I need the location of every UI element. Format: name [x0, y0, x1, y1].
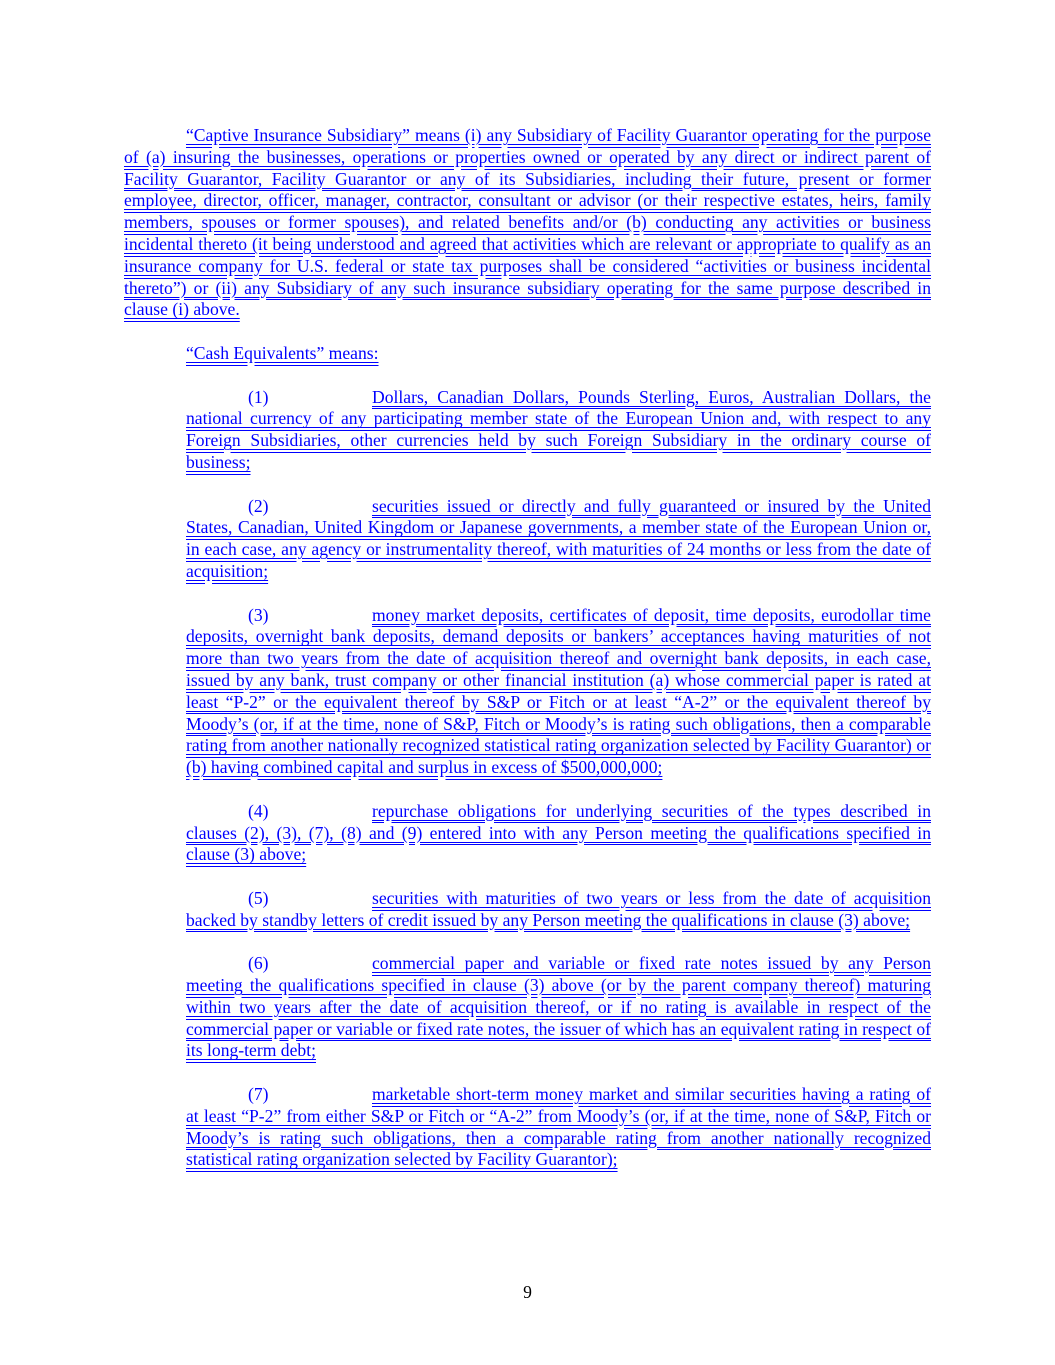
clause-number: (3) — [248, 604, 269, 625]
clause-text: repurchase obligations for underlying securities of the types described in clauses (2), (3), (7), (8) and (9) entered into with any Person meeting the qualifications specified in clause (3) above; — [186, 800, 931, 865]
clause-text: securities issued or directly and fully guaranteed or insured by the United States, Canadian, United Kingdom or Japanese governments, a member state of the European Union or, in each case, any agency or instrumentality thereof, with maturities of 24 months or less from the date of acquisition; — [186, 495, 931, 581]
clause-number: (6) — [248, 953, 269, 974]
clause-4 — [186, 801, 931, 866]
clause-text: marketable short-term money market and similar securities having a rating of at least “P-2” from either S&P or Fitch or “A-2” from Moody’s (or, if at the time, none of S&P, Fitch or Moody’s is rating such obligations, then a comparable rating from another nationally recognized statistical rating organization selected by Facility Guarantor); — [186, 1084, 931, 1170]
definition-captive-insurance-subsidiary: “Captive Insurance Subsidiary” means (i) any Subsidiary of Facility Guarantor operating for the purpose of (a) insuring the businesses, operations or properties owned or operated by any direct or indirect parent of Facility Guarantor, Facility Guarantor or any of its Subsidiaries, including their future, present or former employee, director, officer, manager, contractor, consultant or advisor (or their respective estates, heirs, family members, spouses or former spouses), and related benefits and/or (b) conducting any activities or business incidental thereto (it being understood and agreed that activities which are relevant or appropriate to qualify as an insurance company for U.S. federal or state tax purposes shall be considered “activities or business incidental thereto”) or (ii) any Subsidiary of any such insurance subsidiary operating for the same purpose described in clause (i) above. — [124, 125, 931, 320]
clause-text: Dollars, Canadian Dollars, Pounds Sterling, Euros, Australian Dollars, the national currency of any participating member state of the European Union and, with respect to any Foreign Subsidiaries, other currencies held by such Foreign Subsidiary in the ordinary course of business; — [186, 386, 931, 472]
definition-cash-equivalents-heading: “Cash Equivalents” means: — [186, 342, 379, 363]
clause-text: commercial paper and variable or fixed rate notes issued by any Person meeting the qualifications specified in clause (3) above (or by the parent company thereof) maturing within two years after the date of acquisition thereof, or if no rating is available in respect of the commercial paper or variable or fixed rate notes, the issuer of which has an equivalent rating in respect of its long-term debt; — [186, 953, 931, 1061]
page-number: 9 — [523, 1282, 532, 1302]
clause-number: (2) — [248, 495, 269, 516]
clause-1 — [186, 387, 931, 474]
clause-number: (5) — [248, 887, 269, 908]
clause-text: money market deposits, certificates of deposit, time deposits, eurodollar time deposits, overnight bank deposits, demand deposits or bankers’ acceptances having maturities of not more than two years from the date of acquisition thereof and overnight bank deposits, in each case, issued by any bank, trust company or other financial institution (a) whose commercial paper is rated at least “P-2” or the equivalent thereof by S&P or Fitch or at least “A-2” or the equivalent thereof by Moody’s (or, if at the time, none of S&P, Fitch or Moody’s is rating such obligations, then a comparable rating from another nationally recognized statistical rating organization selected by Facility Guarantor) or (b) having combined capital and surplus in excess of $500,000,000; — [186, 604, 931, 778]
clause-2 — [186, 496, 931, 583]
clause-3 — [186, 605, 931, 779]
document-body — [124, 125, 931, 1171]
clause-text: securities with maturities of two years or less from the date of acquisition backed by standby letters of credit issued by any Person meeting the qualifications in clause (3) above; — [186, 887, 931, 930]
clause-5 — [186, 888, 931, 932]
clause-7 — [186, 1084, 931, 1171]
clause-number: (1) — [248, 386, 269, 407]
clause-6 — [186, 953, 931, 1062]
clause-number: (4) — [248, 800, 269, 821]
clause-number: (7) — [248, 1084, 269, 1105]
